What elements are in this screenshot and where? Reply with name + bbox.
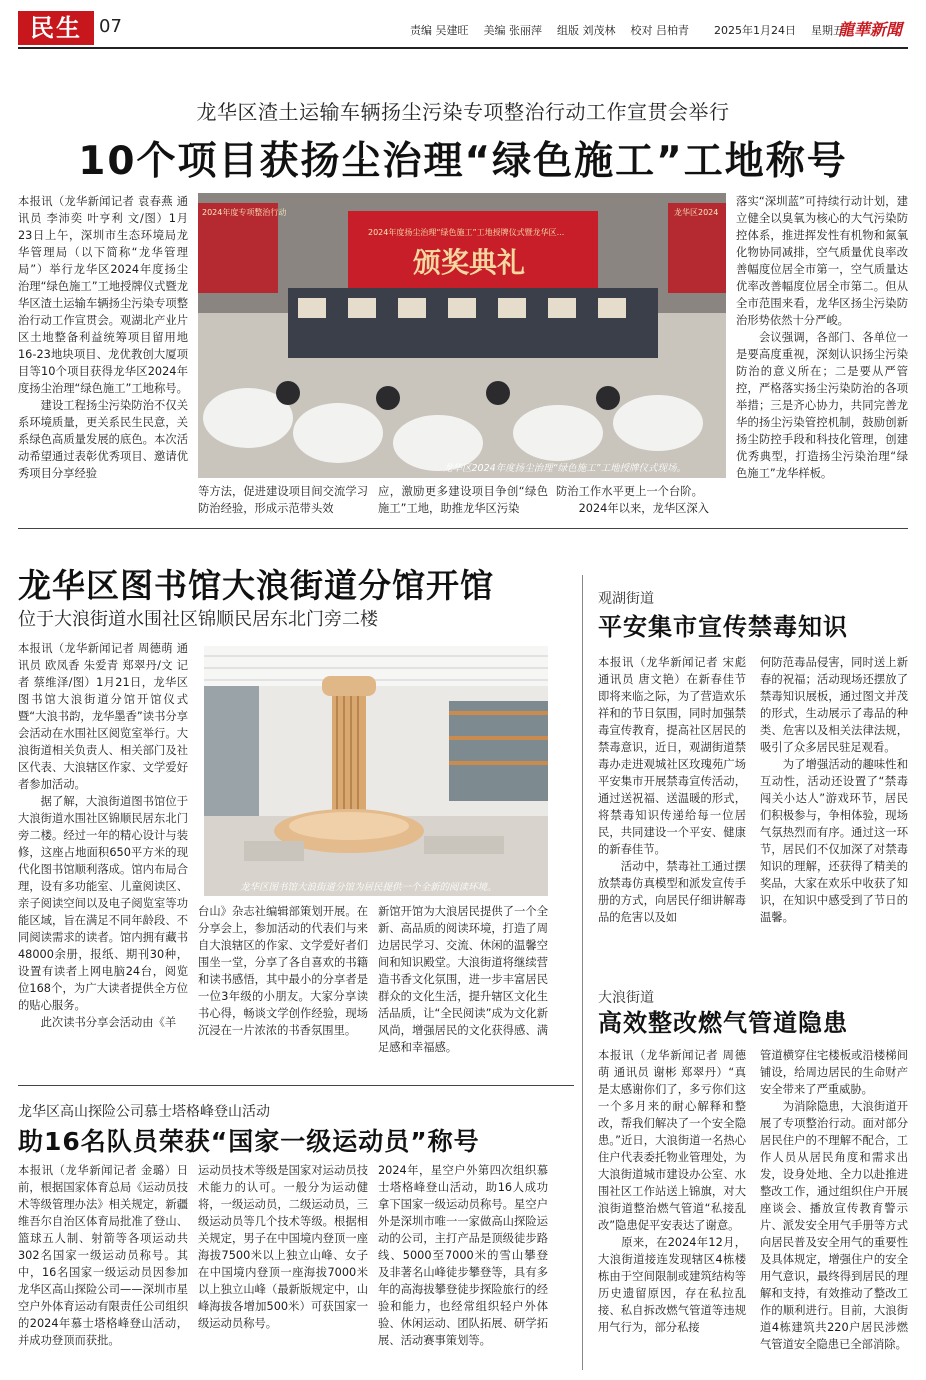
article1-caption: 龙华区2024年度扬尘治理“绿色施工”工地授牌仪式现场。 bbox=[443, 463, 687, 474]
article5-kicker: 龙华区高山探险公司慕士塔格峰登山活动 bbox=[18, 1104, 270, 1120]
article2-subtitle: 位于大浪街道水围社区锦顺民居东北门旁二楼 bbox=[18, 609, 378, 630]
photo-right-sign: 龙华区2024 bbox=[674, 208, 719, 217]
article4-col1: 本报讯（龙华新闻记者 周德萌 通讯员 谢彬 郑翠丹）“真是太感谢你们了，多亏你们这一个多月来的耐心解释和整改，帮我们解决了一个安全隐患。”近日，大浪街道一名热心住户代表委托物业管理处，为大浪街道城市建设办公室、水围社区工作站送上锦旗，对大浪街道整治燃气管道“私接乱改”隐患促平安表达了谢意。 原来，在2024年12月，大浪街道接连发现辖区4栋楼栋由于空间限制或建筑结构等历史遗留原因，存在私拉乱接、私自拆改燃气管道等违规用气行为，部分私接 bbox=[598, 1049, 746, 1334]
article1-kicker: 龙华区渣土运输车辆扬尘污染专项整治行动工作宣贯会举行 bbox=[196, 100, 730, 124]
issue-weekday: 星期五 bbox=[811, 24, 844, 37]
article3-title: 平安集市宣传禁毒知识 bbox=[598, 613, 848, 641]
credit-designer: 美编 张丽萍 bbox=[483, 24, 542, 37]
divider-1 bbox=[18, 528, 908, 529]
masthead-logo: 龍華新聞 bbox=[838, 20, 903, 39]
article1-col5: 落实“深圳蓝”可持续行动计划，建立健全以臭氧为核心的大气污染防控体系，推进挥发性有机物和氮氧化物协同减排，空气质量优良率改善幅度位居全市第一，空气质量达优率改善幅度位居全市第二。但从全市范围来看，龙华区扬尘污染防治形势依然十分严峻。 会议强调，各部门、各单位一是要高度重视，深刻认识扬尘污染防治的意义所在；二是要从严管控，严格落实扬尘污染防治的各项举措；三是齐心协力，共同完善龙华的扬尘污染管控机制，鼓励创新扬尘防控手段和科技化管理，创建优秀典型，打造扬尘污染治理“绿色施工”龙华样板。 bbox=[736, 195, 908, 480]
issue-date: 2025年1月24日 bbox=[714, 24, 796, 37]
page-number: 07 bbox=[99, 16, 122, 37]
article2-col3: 新馆开馆为大浪居民提供了一个全新、高品质的阅读环境，打造了周边居民学习、交流、休闲的温馨空间和知识殿堂。大浪街道将继续营造书香文化氛围，进一步丰富居民群众的文化生活，提升辖区文化生活品质，让“全民阅读”成为文化新风尚，增强居民的文化获得感、满足感和幸福感。 bbox=[378, 905, 548, 1054]
photo-banner-text: 2024年度扬尘治理“绿色施工”工地授牌仪式暨龙华区... bbox=[368, 228, 565, 237]
article2-photo bbox=[204, 646, 548, 896]
article2-col1: 本报讯（龙华新闻记者 周德萌 通讯员 欧凤香 朱爱青 郑翠丹/文 记者 蔡维泽/图）1月21日，龙华区图书馆大浪街道分馆开馆仪式暨“大浪书韵，龙华墨香”读书分享会活动在水围社区阅览室举行。大浪街道相关负责人、相关部门及社区代表、大浪辖区作家、文学爱好者参加活动。 据了解，大浪街道图书馆位于大浪街道水围社区锦顺民居东北门旁二楼。经过一年的精心设计与装修，这座占地面积650平方米的现代化图书馆顺利落成。馆内布局合理，设有多功能室、儿童阅读区、亲子阅读空间以及电子阅览室等功能区域，旨在满足不同年龄段、不同阅读需求的读者。馆内拥有藏书48000余册，报纸、期刊30种，设置有读者上网电脑24台，阅览位168个，为广大读者提供全方位的贴心服务。 此次读书分享会活动由《羊 bbox=[18, 642, 188, 1029]
article1-col2: 等方法，促进建设项目间交流学习防治经验，形成示范带头效 bbox=[198, 485, 368, 515]
article1-photo bbox=[198, 193, 726, 478]
article1-col4: 防治工作水平更上一个台阶。 2024年以来，龙华区深入 bbox=[556, 485, 710, 515]
library-photo-illustration bbox=[204, 646, 548, 896]
article1-title: 10个项目获扬尘治理“绿色施工”工地称号 bbox=[78, 139, 848, 184]
header-divider bbox=[18, 47, 908, 49]
article3-col2: 何防范毒品侵害，同时送上新春的祝福；活动现场还摆放了禁毒知识展板，通过图文并茂的形式，生动展示了毒品的种类、危害以及相关法律法规，吸引了众多居民驻足观看。 为了增强活动的趣味性和互动性，活动还设置了“禁毒闯关小达人”游戏环节，居民们积极参与，争相体验，现场气氛热烈而有序。通过这一环节，居民们不仅加深了对禁毒知识的理解，还获得了精美的奖品，大家在欢乐中收获了知识，在知识中感受到了节日的温馨。 bbox=[760, 656, 908, 924]
divider-vertical bbox=[582, 575, 583, 1370]
article3-col1: 本报讯（龙华新闻记者 宋彪 通讯员 唐文艳）在新春佳节即将来临之际，为了营造欢乐祥和的节日氛围，同时加强禁毒宣传教育，提高社区居民的禁毒意识，近日，观湖街道禁毒办走进观城社区玫瑰苑广场平安集市开展禁毒宣传活动，通过送祝福、送温暖的形式，将禁毒知识传递给每一位居民，共同建设一个平安、健康的新春佳节。 活动中，禁毒社工通过摆放禁毒仿真模型和派发宣传手册的方式，向居民仔细讲解毒品的危害以及如 bbox=[598, 656, 746, 924]
credit-proofreader: 校对 吕柏青 bbox=[630, 24, 689, 37]
article4-title: 高效整改燃气管道隐患 bbox=[598, 1009, 848, 1037]
article2-caption: 龙华区图书馆大浪街道分馆为居民提供一个全新的阅读环境。 bbox=[240, 882, 497, 893]
article2-title: 龙华区图书馆大浪街道分馆开馆 bbox=[18, 566, 494, 605]
article4-kicker: 大浪街道 bbox=[598, 990, 654, 1006]
article5-col2: 运动员技术等级是国家对运动员技术能力的认可。一般分为运动健将，一级运动员，二级运动员，三级运动员等几个技术等级。根据相关规定，男子在中国境内登顶一座海拔7500米以上独立山峰、女子在中国境内登顶一座海拔7000米以上独立山峰（最新版规定中，山峰海拔各增加500米）可获国家一级运动员称号。 bbox=[198, 1164, 368, 1330]
article3-kicker: 观湖街道 bbox=[598, 591, 654, 607]
article1-col1: 本报讯（龙华新闻记者 袁春燕 通讯员 李沛奕 叶亨利 文/图）1月23日上午，深圳市生态环境局龙华管理局（以下简称“龙华管理局”）举行龙华区2024年度扬尘治理“绿色施工”工地授牌仪式暨龙华区渣土运输车辆扬尘污染专项整治行动工作宣贯会。观湖北产业片区土地整备利益统筹项目留用地16-23地块项目、龙优教创大厦项目等10个项目获得龙华区2024年度扬尘治理“绿色施工”工地称号。 建设工程扬尘污染防治不仅关系环境质量，更关系民生民意，关系绿色高质量发展的底色。本次活动希望通过表彰优秀项目、邀请优秀项目分享经验 bbox=[18, 195, 188, 480]
photo-banner-big: 颁奖典礼 bbox=[413, 246, 526, 279]
credit-editor: 责编 吴建旺 bbox=[410, 24, 469, 37]
header-credits bbox=[410, 22, 844, 38]
article4-col2: 管道横穿住宅楼板或沿楼梯间铺设，给周边居民的生命财产安全带来了严重威胁。 为消除隐患，大浪街道开展了专项整治行动。面对部分居民住户的不理解不配合，工作人员从居民角度和需求出发，设身处地、全力以赴推进整改工作，通过组织住户开展座谈会、播放宣传教育警示片、派发安全用气手册等方式向居民普及安全用气的重要性及具体规定，增强住户的安全用气意识，最终得到居民的理解和支持，有效推动了整改工作的顺利进行。目前，大浪街道4栋建筑共220户居民涉燃气管道安全隐患已全部消除。 bbox=[760, 1049, 908, 1351]
article5-title: 助16名队员荣获“国家一级运动员”称号 bbox=[18, 1127, 480, 1156]
credit-typesetter: 组版 刘茂林 bbox=[557, 24, 616, 37]
photo-left-sign: 2024年度专项整治行动 bbox=[202, 208, 287, 217]
article5-col3: 2024年，星空户外第四次组织慕士塔格峰登山活动，助16人成功拿下国家一级运动员称号。星空户外是深圳市唯一一家做高山探险运动的公司，主打产品是顶级徒步路线、5000至7000米的雪山攀登及非著名山峰徒步攀登等，具有多年的高海拔攀登徒步探险旅行的经验和能力，也经常组织轻户外体验、休闲运动、团队拓展、研学拓展、活动赛事策划等。 bbox=[378, 1164, 548, 1347]
article2-col2: 台山》杂志社编辑部策划开展。在分享会上，参加活动的代表们与来自大浪辖区的作家、文学爱好者们围坐一堂，分享了各自喜欢的书籍和读书感悟，其中最小的分享者是一位3年级的小朋友。大家分享读书心得，畅谈文学创作经验，现场沉浸在一片浓浓的书香氛围里。 bbox=[198, 905, 368, 1037]
divider-2 bbox=[18, 1085, 574, 1086]
section-tag: 民生 bbox=[18, 11, 94, 45]
article5-col1: 本报讯（龙华新闻记者 金璐）日前，根据国家体育总局《运动员技术等级管理办法》相关规定，新疆维吾尔自治区体育局批准了登山、篮球五人制、射箭等各项运动共302名国家一级运动员称号。其中，16名国家一级运动员因参加龙华区高山探险公司——深圳市星空户外体育运动有限责任公司组织的2024年慕士塔格峰登山活动，并成功登顶而获批。 bbox=[18, 1164, 188, 1347]
article1-col3: 应，激励更多建设项目争创“绿色施工”工地，助推龙华区污染 bbox=[378, 485, 548, 515]
